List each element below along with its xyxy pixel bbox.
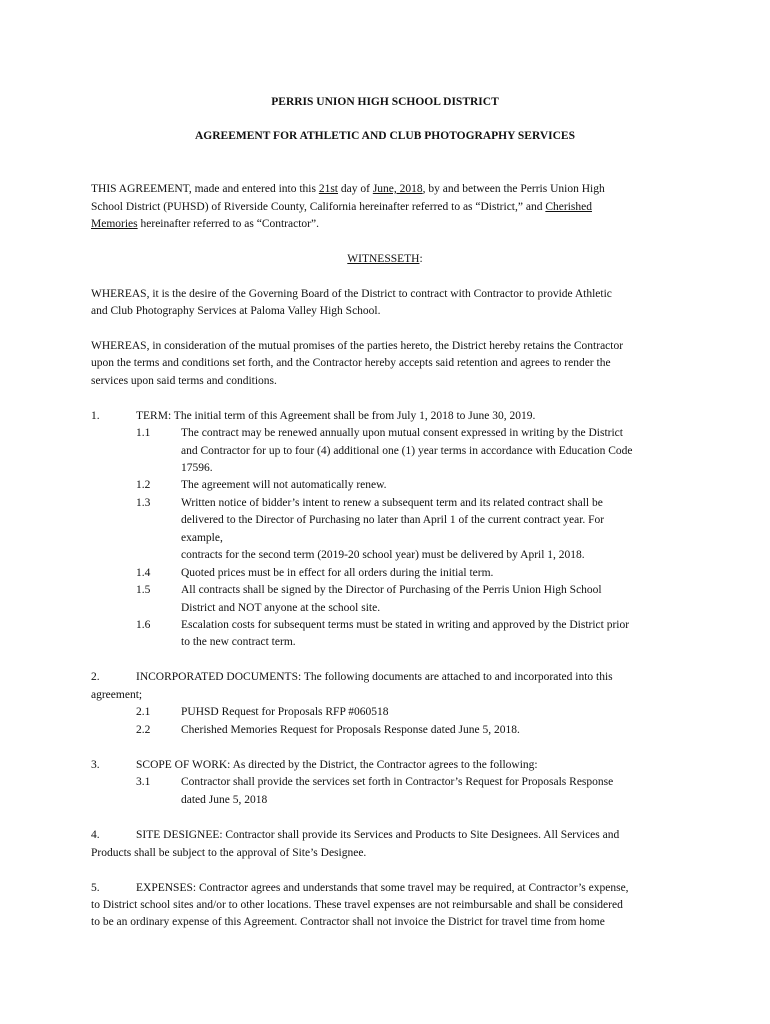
witnesseth-heading: WITNESSETH: xyxy=(347,253,423,265)
item-1-1-line-3: 17596. xyxy=(181,462,213,474)
item-1-3-line-4: contracts for the second term (2019-20 school year) must be delivered by April 1, 2018. xyxy=(181,549,585,561)
item-3-1-number: 3.1 xyxy=(136,776,151,788)
item-1-1-line-1: The contract may be renewed annually upon mutual consent expressed in writing by the District xyxy=(181,427,623,439)
item-1-6-line-1: Escalation costs for subsequent terms must be stated in writing and approved by the District prior xyxy=(181,619,630,631)
section-1-heading: TERM: The initial term of this Agreement shall be from July 1, 2018 to June 30, 2019. xyxy=(136,410,536,422)
section-5-continuation-1: to District school sites and/or to other locations. These travel expenses are not reimbursable and shall be considered xyxy=(91,899,623,911)
section-2-continuation: agreement; xyxy=(91,689,143,701)
whereas-1-line-1: WHEREAS, it is the desire of the Governing Board of the District to contract with Contractor to provide Athletic xyxy=(91,288,612,300)
contractor-name-part-1: Cherished xyxy=(545,201,592,213)
item-1-5-line-2: District and NOT anyone at the school site. xyxy=(181,602,381,614)
section-5-continuation-2: to be an ordinary expense of this Agreement. Contractor shall not invoice the District for travel time from home xyxy=(91,916,605,928)
item-1-3-number: 1.3 xyxy=(136,497,151,509)
section-4-number: 4. xyxy=(91,829,100,841)
item-1-6-number: 1.6 xyxy=(136,619,151,631)
whereas-2-line-1: WHEREAS, in consideration of the mutual promises of the parties hereto, the District hereby retains the Contractor xyxy=(91,340,624,352)
item-2-2-line-1: Cherished Memories Request for Proposals Response dated June 5, 2018. xyxy=(181,724,520,736)
item-1-3-line-3: example, xyxy=(181,532,223,544)
section-4-continuation: Products shall be subject to the approval of Site’s Designee. xyxy=(91,847,367,859)
district-heading: PERRIS UNION HIGH SCHOOL DISTRICT xyxy=(271,96,499,108)
section-3-number: 3. xyxy=(91,759,100,771)
item-1-5-number: 1.5 xyxy=(136,584,151,596)
section-5-heading: EXPENSES: Contractor agrees and understands that some travel may be required, at Contractor’s expense, xyxy=(136,882,629,894)
intro-line-3: Memories hereinafter referred to as “Contractor”. xyxy=(91,218,319,230)
agreement-day: 21st xyxy=(318,183,338,195)
section-4-heading: SITE DESIGNEE: Contractor shall provide its Services and Products to Site Designees. All Services and xyxy=(136,829,620,841)
intro-line-1: THIS AGREEMENT, made and entered into this 21st day of June, 2018, by and between the Perris Union High xyxy=(91,183,605,195)
item-1-2-line-1: The agreement will not automatically renew. xyxy=(181,479,387,491)
item-1-3-line-1: Written notice of bidder’s intent to renew a subsequent term and its related contract shall be xyxy=(181,497,603,509)
item-1-2-number: 1.2 xyxy=(136,479,151,491)
whereas-2-line-3: services upon said terms and conditions. xyxy=(91,375,277,387)
item-1-4-number: 1.4 xyxy=(136,567,151,579)
item-2-1-line-1: PUHSD Request for Proposals RFP #060518 xyxy=(181,706,389,718)
section-2-number: 2. xyxy=(91,671,100,683)
agreement-title: AGREEMENT FOR ATHLETIC AND CLUB PHOTOGRAPHY SERVICES xyxy=(194,130,575,142)
item-2-2-number: 2.2 xyxy=(136,724,151,736)
item-3-1-line-1: Contractor shall provide the services set forth in Contractor’s Request for Proposals Response xyxy=(181,776,614,788)
item-1-6-line-2: to the new contract term. xyxy=(181,636,296,648)
item-1-1-number: 1.1 xyxy=(136,427,151,439)
section-1-number: 1. xyxy=(91,410,100,422)
section-2-heading: INCORPORATED DOCUMENTS: The following documents are attached to and incorporated into this xyxy=(136,671,613,683)
item-2-1-number: 2.1 xyxy=(136,706,151,718)
item-1-4-line-1: Quoted prices must be in effect for all orders during the initial term. xyxy=(181,567,494,579)
item-1-3-line-2: delivered to the Director of Purchasing no later than April 1 of the current contract year. For xyxy=(181,514,605,526)
whereas-1-line-2: and Club Photography Services at Paloma Valley High School. xyxy=(91,305,381,317)
section-3-heading: SCOPE OF WORK: As directed by the District, the Contractor agrees to the following: xyxy=(136,759,538,771)
whereas-2-line-2: upon the terms and conditions set forth, and the Contractor hereby accepts said retention and agrees to render the xyxy=(91,357,611,369)
contractor-name-part-2: Memories xyxy=(91,218,138,230)
item-1-1-line-2: and Contractor for up to four (4) additional one (1) year terms in accordance with Education Code xyxy=(181,445,633,457)
item-3-1-line-2: dated June 5, 2018 xyxy=(181,794,268,806)
item-1-5-line-1: All contracts shall be signed by the Director of Purchasing of the Perris Union High School xyxy=(181,584,602,596)
section-5-number: 5. xyxy=(91,882,100,894)
intro-line-2: School District (PUHSD) of Riverside County, California hereinafter referred to as “District,” and Cherished xyxy=(91,201,592,213)
agreement-month-year: June, 2018 xyxy=(372,183,423,195)
